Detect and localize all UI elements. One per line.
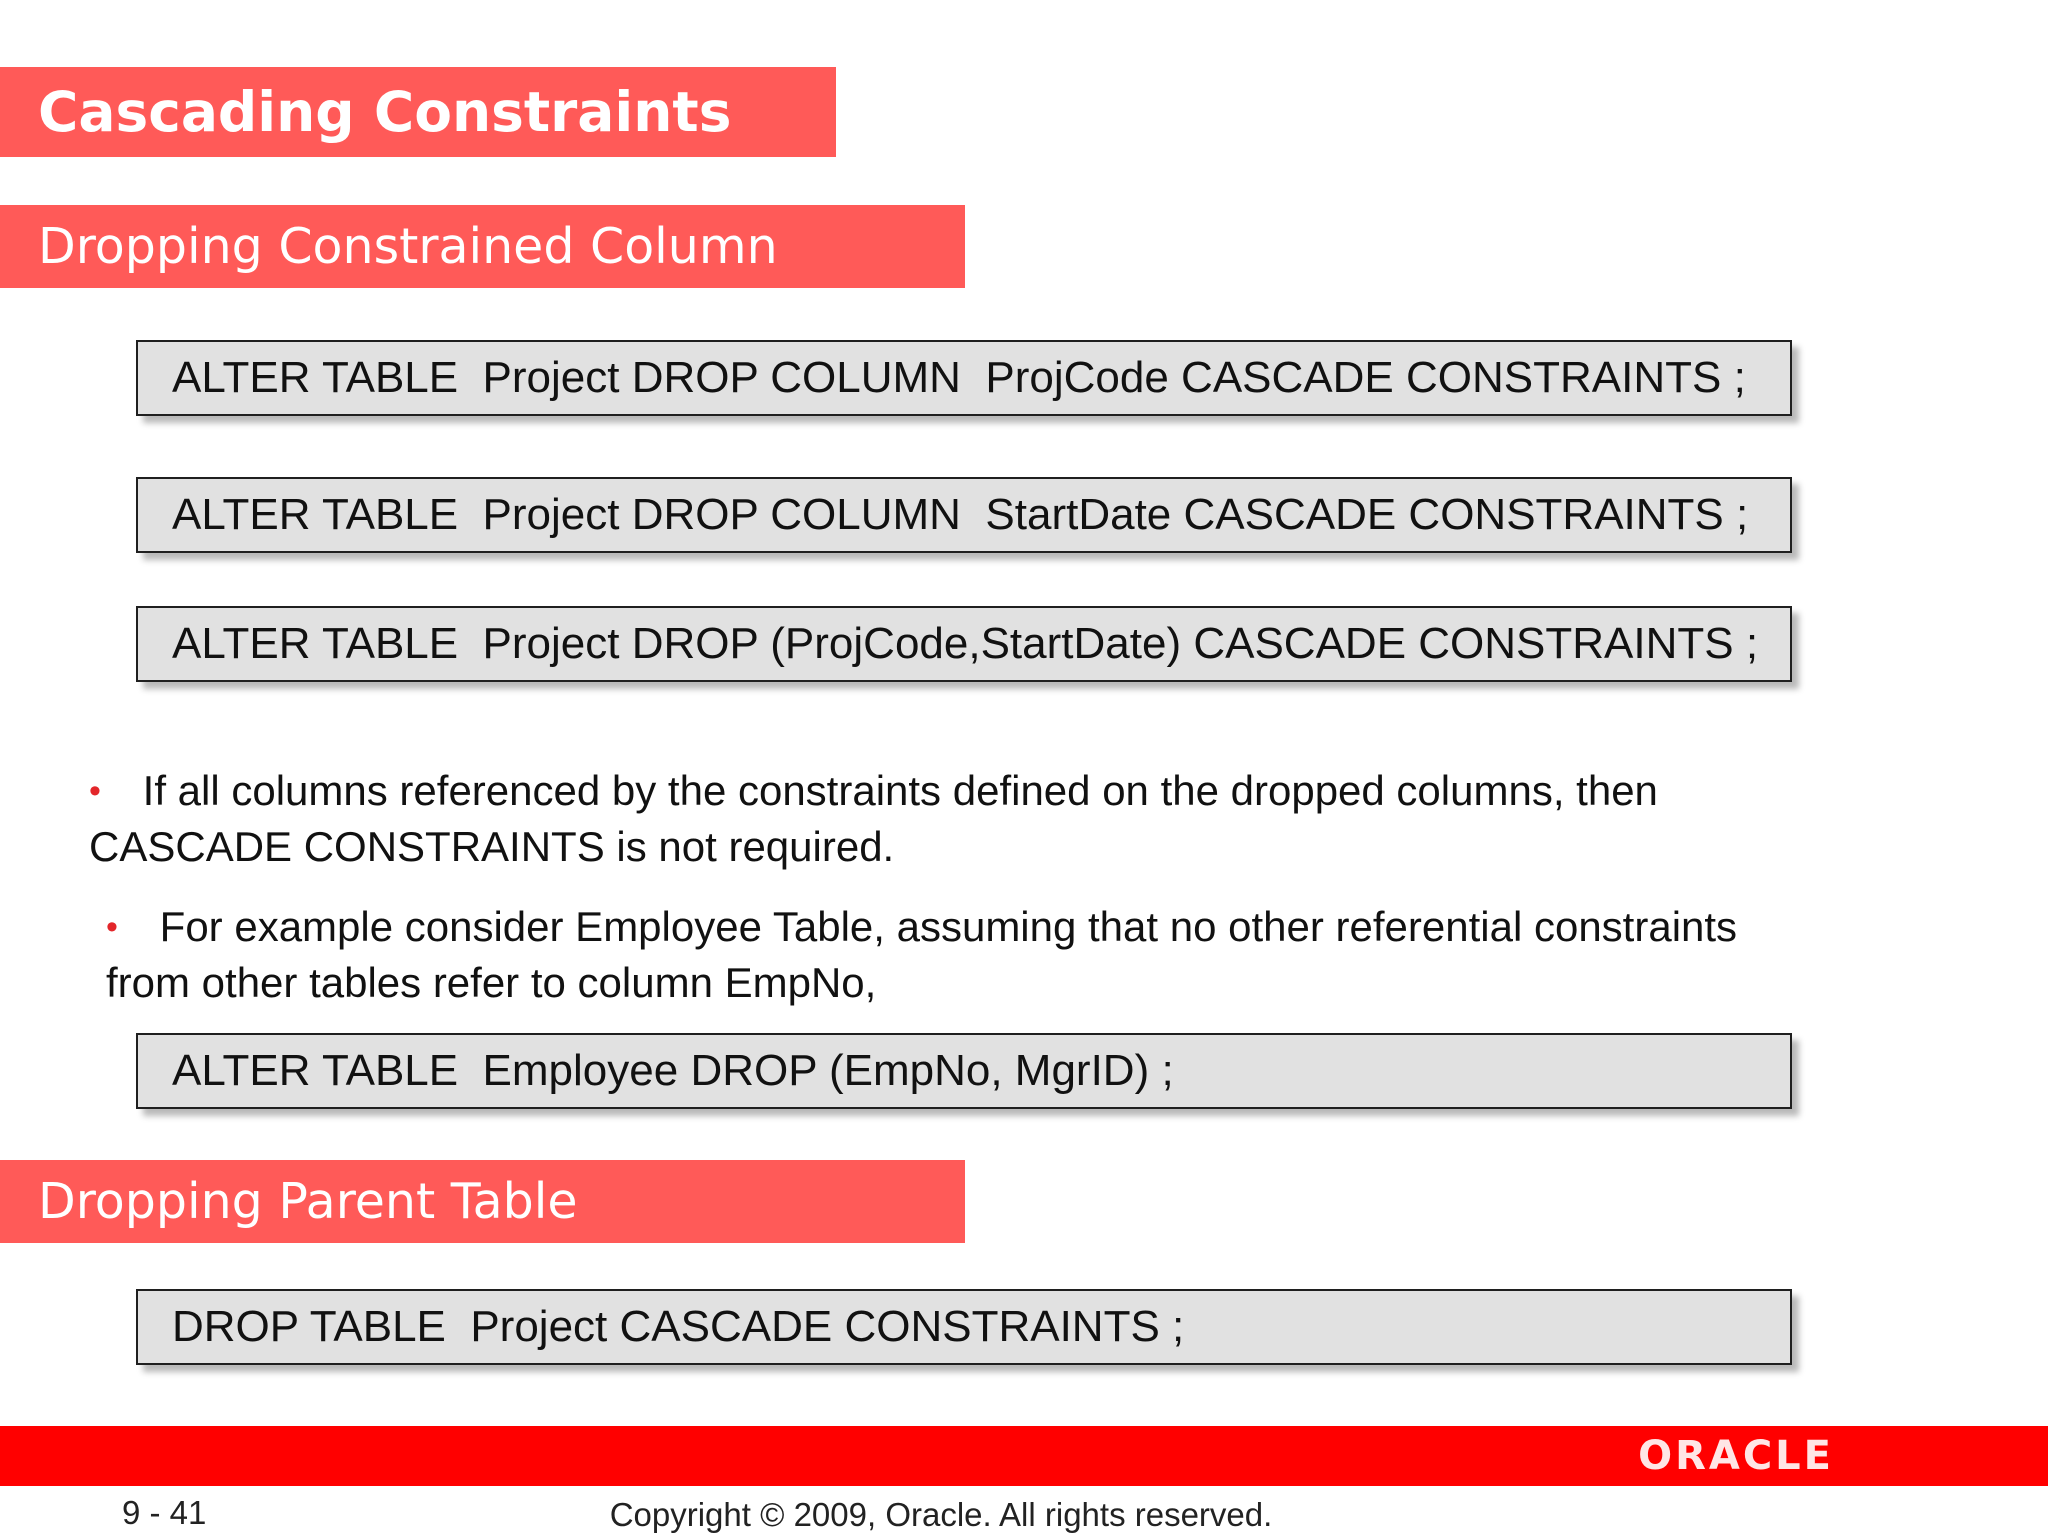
code-line-drop-projcode: ALTER TABLE Project DROP COLUMN ProjCode CASCADE CONSTRAINTS ; xyxy=(136,340,1792,416)
bullet-text-line: If all columns referenced by the constraints defined on the dropped columns, then xyxy=(131,767,1658,814)
code-line-drop-multiple: ALTER TABLE Project DROP (ProjCode,StartDate) CASCADE CONSTRAINTS ; xyxy=(136,606,1792,682)
code-line-employee-drop: ALTER TABLE Employee DROP (EmpNo, MgrID) ; xyxy=(136,1033,1792,1109)
bullet-item-employee-example xyxy=(106,899,2006,1010)
bullet-item-cascade-not-required xyxy=(89,763,1989,874)
copyright-notice: Copyright © 2009, Oracle. All rights reserved. xyxy=(609,1496,1273,1533)
footer-bar xyxy=(0,1426,2048,1486)
code-line-drop-startdate: ALTER TABLE Project DROP COLUMN StartDate CASCADE CONSTRAINTS ; xyxy=(136,477,1792,553)
page-number: 9 - 41 xyxy=(122,1494,207,1531)
section-heading-dropping-column: Dropping Constrained Column xyxy=(0,205,965,288)
slide-title: Cascading Constraints xyxy=(0,67,836,157)
section-heading-dropping-parent: Dropping Parent Table xyxy=(0,1160,965,1243)
bullet-text-line: For example consider Employee Table, assuming that no other referential constraints xyxy=(148,903,1738,950)
bullet-text-line: CASCADE CONSTRAINTS is not required. xyxy=(89,823,895,870)
oracle-logo: ORACLE xyxy=(1638,1433,1834,1479)
code-line-drop-table: DROP TABLE Project CASCADE CONSTRAINTS ; xyxy=(136,1289,1792,1365)
bullet-marker: • xyxy=(106,908,118,946)
bullet-marker: • xyxy=(89,772,101,810)
bullet-text-line: from other tables refer to column EmpNo, xyxy=(106,959,877,1006)
